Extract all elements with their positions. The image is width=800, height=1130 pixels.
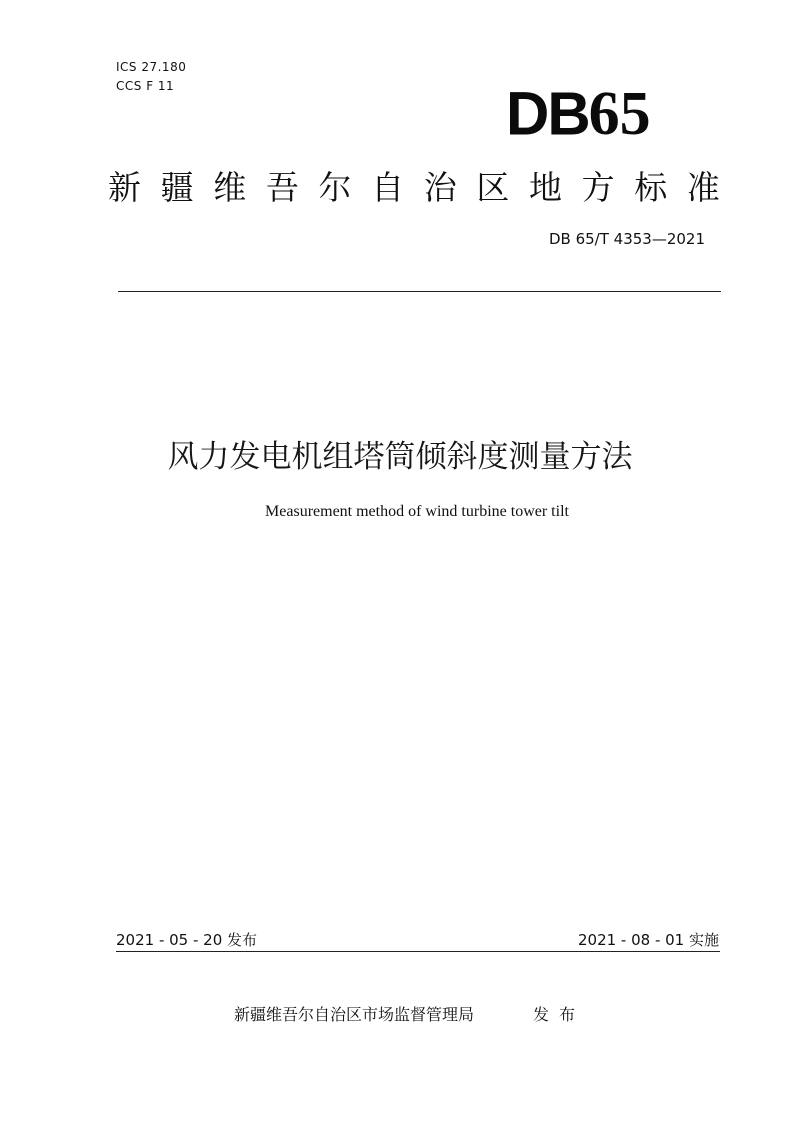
publish-label: 发布	[533, 1005, 586, 1024]
db-logo-letters: DB	[506, 79, 589, 148]
ccs-code: CCS F 11	[116, 79, 175, 93]
standard-type-char: 地	[529, 168, 562, 207]
standard-type-char: 新	[108, 168, 141, 207]
title-english: Measurement method of wind turbine tower tilt	[265, 503, 569, 520]
standard-type	[108, 163, 720, 213]
standard-type-char: 维	[213, 168, 247, 207]
publisher-name: 新疆维吾尔自治区市场监督管理局	[234, 1005, 475, 1024]
standard-type-char: 尔	[318, 168, 352, 207]
db-logo	[506, 79, 696, 148]
issue-date: 2021 - 05 - 20 发布	[116, 931, 258, 949]
implementation-date: 2021 - 08 - 01 实施	[577, 931, 719, 949]
standard-type-char: 准	[686, 168, 720, 207]
standard-type-char: 标	[634, 168, 668, 207]
top-divider	[118, 291, 721, 292]
db-logo-number: 65	[588, 80, 651, 148]
title-chinese: 风力发电机组塔筒倾斜度测量方法	[167, 439, 633, 475]
standard-type-char: 疆	[160, 168, 194, 207]
ics-code: ICS 27.180	[116, 60, 187, 74]
bottom-divider	[116, 951, 720, 952]
standard-number: DB 65/T 4353—2021	[548, 230, 705, 248]
standard-type-char: 自	[371, 168, 405, 207]
standard-type-char: 治	[423, 168, 457, 207]
standard-type-char: 方	[581, 168, 615, 207]
standard-type-char: 区	[476, 168, 510, 207]
standard-type-char: 吾	[265, 168, 299, 207]
